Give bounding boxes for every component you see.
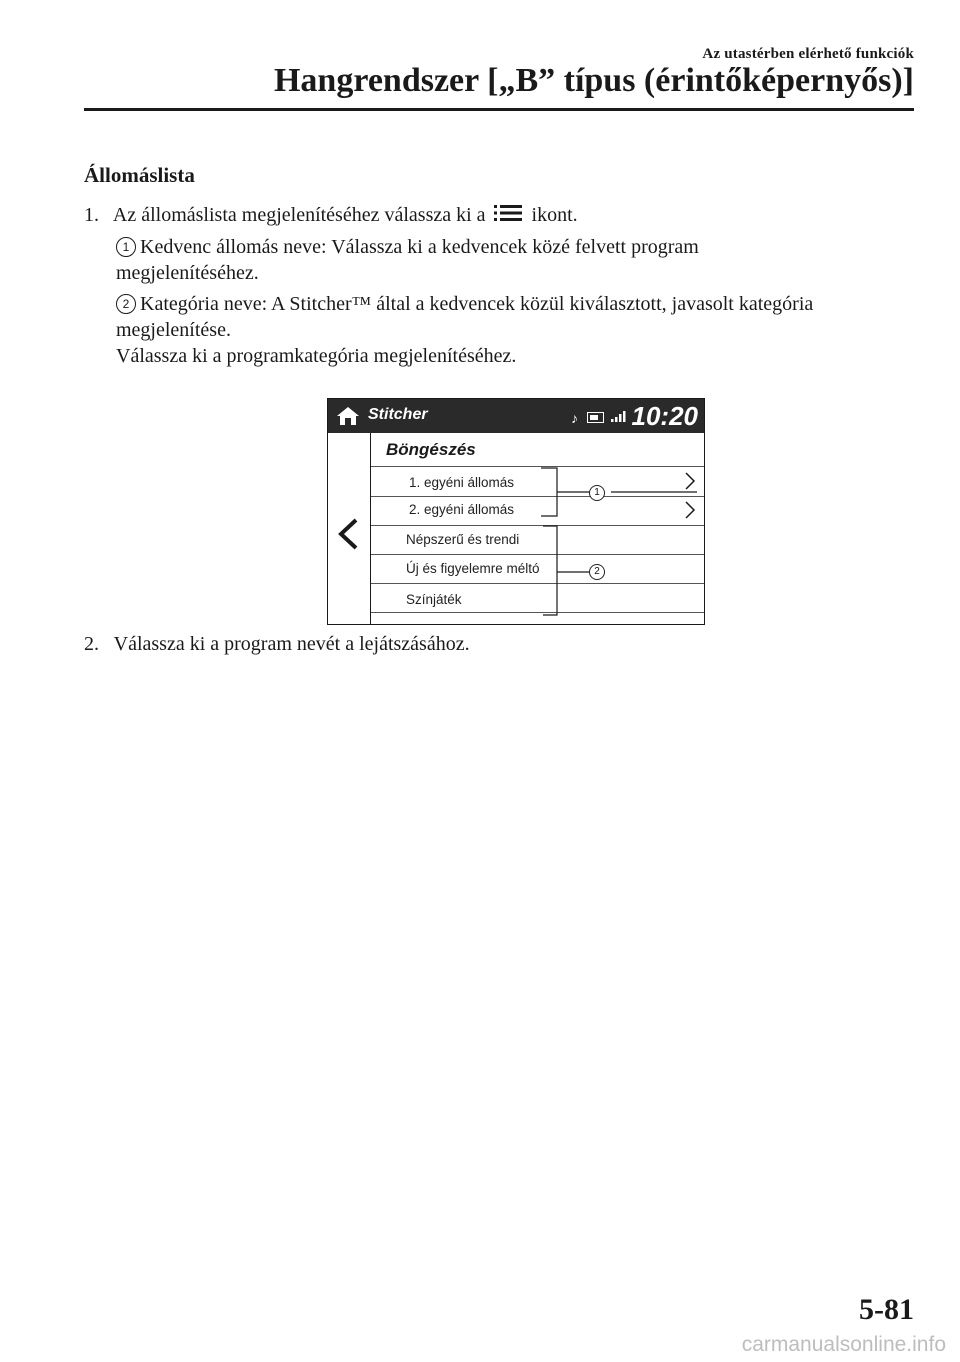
section-title: Állomáslista bbox=[84, 163, 195, 187]
row-divider bbox=[371, 583, 704, 584]
row-divider bbox=[371, 554, 704, 555]
clock: 10:20 bbox=[631, 401, 698, 431]
panel-title: Böngészés bbox=[386, 440, 476, 459]
stitcher-screen bbox=[327, 398, 705, 625]
step-1-number: 1. bbox=[84, 204, 99, 226]
step-1-text: Az állomáslista megjelenítéséhez válassza ki a bbox=[112, 204, 486, 226]
row-divider bbox=[371, 525, 704, 526]
step-2 bbox=[84, 631, 470, 657]
signal-icon bbox=[611, 410, 627, 422]
note-1-text: Kedvenc állomás neve: Válassza ki a kedvencek közé felvett program bbox=[140, 236, 699, 258]
battery-icon bbox=[587, 412, 604, 423]
music-note-icon: ♪ bbox=[571, 410, 578, 426]
callout-2: 2 bbox=[589, 564, 605, 580]
note-1-number: 1 bbox=[116, 237, 136, 257]
step-1-suffix: ikont. bbox=[531, 204, 578, 226]
list-item[interactable]: Népszerű és trendi bbox=[406, 532, 520, 547]
back-icon[interactable] bbox=[336, 517, 360, 551]
list-icon bbox=[493, 204, 523, 222]
bracket-1 bbox=[539, 464, 699, 524]
note-1-line-1 bbox=[116, 234, 699, 260]
list-item[interactable]: 1. egyéni állomás bbox=[409, 475, 515, 490]
row-divider bbox=[371, 612, 704, 613]
note-2-number: 2 bbox=[116, 294, 136, 314]
callout-1: 1 bbox=[589, 485, 605, 501]
app-name: Stitcher bbox=[368, 406, 428, 423]
note-1-line-2: megjelenítéséhez. bbox=[116, 262, 259, 284]
list-item[interactable]: Új és figyelemre méltó bbox=[406, 561, 540, 576]
left-panel bbox=[328, 433, 371, 624]
page-number: 5-81 bbox=[859, 1293, 914, 1326]
note-2-text: Kategória neve: A Stitcher™ által a kedvencek közül kiválasztott, javasolt kategória bbox=[140, 293, 814, 315]
note-2-line-2: megjelenítése. bbox=[116, 319, 231, 341]
note-2-line-3: Válassza ki a programkategória megjelenítéséhez. bbox=[116, 345, 517, 367]
step-2-number: 2. bbox=[84, 633, 99, 655]
top-bar bbox=[328, 399, 704, 433]
list-item[interactable]: 2. egyéni állomás bbox=[409, 502, 515, 517]
step-1 bbox=[84, 202, 578, 228]
home-icon[interactable] bbox=[336, 406, 360, 426]
note-2-line-1 bbox=[116, 291, 813, 317]
list-item[interactable]: Színjáték bbox=[406, 592, 462, 607]
header-rule bbox=[84, 108, 914, 111]
header-chapter: Az utastérben elérhető funkciók bbox=[702, 46, 914, 62]
page-title: Hangrendszer [„B” típus (érintőképernyős)] bbox=[273, 62, 914, 99]
step-2-text: Válassza ki a program nevét a lejátszásához. bbox=[113, 633, 470, 655]
watermark: carmanualsonline.info bbox=[741, 1333, 946, 1356]
